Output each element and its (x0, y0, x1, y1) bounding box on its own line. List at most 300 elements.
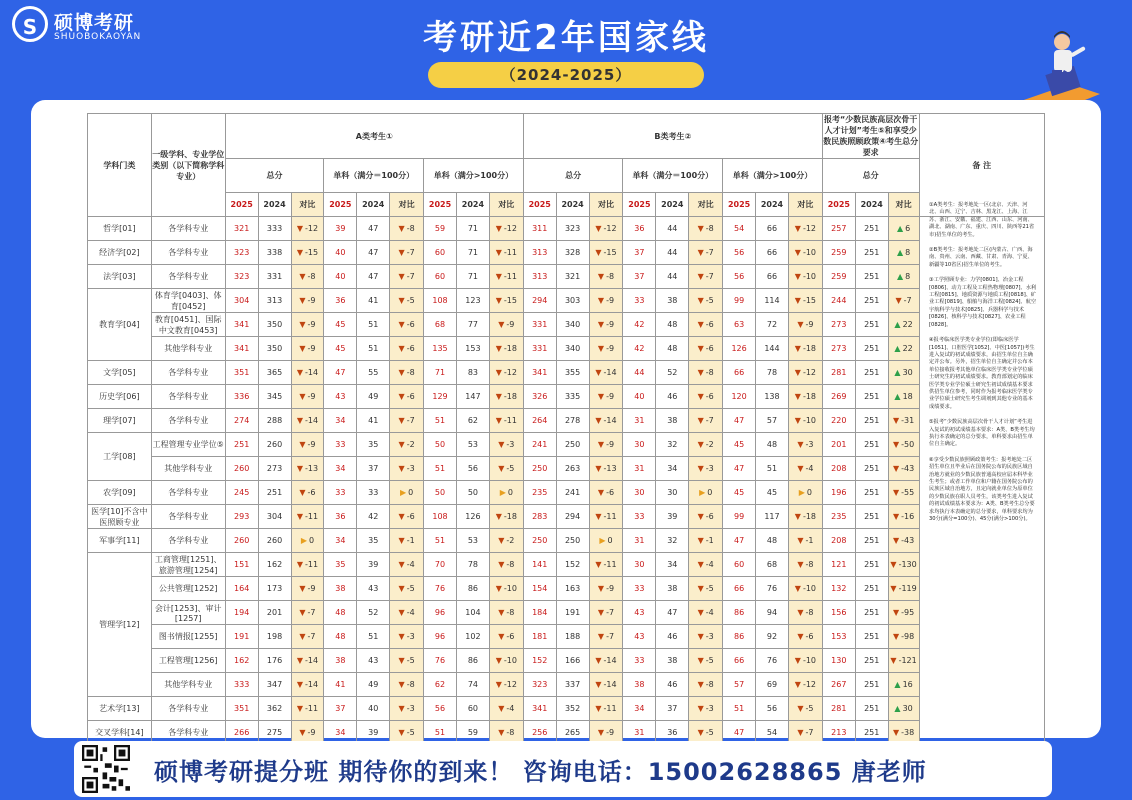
arrow-down-icon: ▼ (794, 680, 801, 689)
value-2024: 47 (656, 601, 689, 625)
value-2024: 78 (756, 361, 789, 385)
arrow-down-icon: ▼ (299, 632, 306, 641)
compare-value: -4 (406, 608, 415, 617)
value-2024: 251 (855, 721, 888, 745)
compare-cell (888, 289, 919, 313)
arrow-down-icon: ▼ (595, 680, 602, 689)
compare-cell (489, 697, 523, 721)
compare-value: -6 (406, 512, 415, 521)
arrow-down-icon: ▼ (498, 608, 505, 617)
compare-cell (689, 529, 723, 553)
compare-cell (489, 337, 523, 361)
value-2025: 132 (822, 577, 855, 601)
compare-value: -9 (307, 584, 316, 593)
discipline-cell: 各学科专业 (151, 721, 225, 745)
value-2025: 294 (523, 289, 556, 313)
compare-value: -6 (805, 632, 814, 641)
value-2024: 117 (756, 505, 789, 529)
value-2025: 34 (623, 697, 656, 721)
discipline-cell: 各学科专业 (151, 529, 225, 553)
discipline-cell: 体育学[0403]、体育[0452] (151, 289, 225, 313)
value-2025: 331 (523, 337, 556, 361)
arrow-down-icon: ▼ (697, 608, 704, 617)
value-2025: 76 (424, 577, 457, 601)
value-2024: 37 (357, 457, 390, 481)
compare-value: -121 (898, 656, 917, 665)
compare-cell (888, 241, 919, 265)
compare-value: -5 (506, 464, 515, 473)
arrow-down-icon: ▼ (597, 392, 605, 401)
compare-cell (390, 289, 424, 313)
compare-value: -10 (802, 248, 817, 257)
arrow-down-icon: ▼ (296, 704, 303, 713)
arrow-right-icon: ▶ (599, 536, 606, 545)
value-2024: 355 (556, 361, 589, 385)
value-2024: 38 (656, 409, 689, 433)
compare-value: -6 (606, 488, 615, 497)
compare-value: 8 (905, 272, 911, 281)
discipline-cell: 各学科专业 (151, 385, 225, 409)
value-2024: 251 (855, 217, 888, 241)
value-2025: 341 (225, 313, 258, 337)
compare-value: -5 (406, 728, 415, 737)
value-2024: 335 (556, 385, 589, 409)
compare-value: -6 (406, 320, 415, 329)
value-2024: 251 (855, 481, 888, 505)
value-2025: 333 (225, 673, 258, 697)
compare-value: -14 (304, 368, 319, 377)
compare-cell (390, 553, 424, 577)
compare-cell (489, 241, 523, 265)
category-cell: 艺术学[13] (88, 697, 152, 721)
arrow-down-icon: ▼ (794, 344, 801, 353)
compare-value: -3 (406, 704, 415, 713)
compare-value: -4 (705, 560, 714, 569)
year-2024-header: 2024 (357, 193, 390, 217)
arrow-down-icon: ▼ (398, 608, 405, 617)
value-2024: 191 (556, 601, 589, 625)
value-2025: 66 (723, 649, 756, 673)
year-2024-header: 2024 (456, 193, 489, 217)
arrow-down-icon: ▼ (892, 632, 900, 641)
compare-cell (888, 625, 919, 649)
compare-cell (689, 313, 723, 337)
value-2024: 38 (656, 289, 689, 313)
arrow-down-icon: ▼ (398, 680, 405, 689)
compare-cell (788, 625, 822, 649)
compare-cell (589, 553, 623, 577)
value-2025: 34 (324, 457, 357, 481)
compare-cell (589, 625, 623, 649)
value-2025: 30 (623, 481, 656, 505)
value-2024: 340 (556, 313, 589, 337)
compare-value: -38 (901, 728, 915, 737)
value-2025: 45 (324, 337, 357, 361)
compare-cell (788, 553, 822, 577)
discipline-cell: 各学科专业 (151, 481, 225, 505)
table-row (88, 265, 1045, 289)
value-2025: 273 (822, 313, 855, 337)
value-2025: 245 (225, 481, 258, 505)
compare-value: -10 (802, 584, 817, 593)
compare-cell (291, 505, 324, 529)
discipline-cell: 工程管理专业学位⑤ (151, 433, 225, 457)
value-2025: 40 (324, 241, 357, 265)
compare-value: -11 (603, 704, 617, 713)
compare-cell (689, 385, 723, 409)
value-2024: 166 (556, 649, 589, 673)
value-2024: 54 (756, 721, 789, 745)
value-2025: 256 (523, 721, 556, 745)
value-2024: 321 (556, 265, 589, 289)
value-2024: 162 (258, 553, 291, 577)
value-2024: 34 (656, 553, 689, 577)
arrow-down-icon: ▼ (597, 344, 605, 353)
value-2024: 47 (357, 265, 390, 289)
compare-value: -18 (802, 344, 817, 353)
compare-value: -7 (805, 728, 814, 737)
value-2025: 250 (523, 457, 556, 481)
arrow-down-icon: ▼ (299, 272, 306, 281)
value-2025: 126 (723, 337, 756, 361)
compare-value: -9 (307, 728, 316, 737)
compare-cell (589, 337, 623, 361)
arrow-up-icon: ▲ (894, 680, 901, 689)
value-2025: 68 (424, 313, 457, 337)
arrow-down-icon: ▼ (495, 344, 502, 353)
compare-cell (291, 457, 324, 481)
value-2025: 351 (225, 361, 258, 385)
compare-value: -9 (307, 344, 316, 353)
compare-value: -3 (705, 464, 714, 473)
table-row (88, 481, 1045, 505)
value-2024: 69 (756, 673, 789, 697)
compare-cell (788, 601, 822, 625)
arrow-down-icon: ▼ (398, 320, 405, 329)
value-2025: 260 (225, 529, 258, 553)
compare-cell (390, 265, 424, 289)
category-cell: 教育学[04] (88, 289, 152, 361)
value-2024: 251 (855, 529, 888, 553)
value-2025: 39 (324, 217, 357, 241)
value-2024: 94 (756, 601, 789, 625)
compare-value: -7 (406, 416, 415, 425)
compare-cell (291, 217, 324, 241)
compare-cell (788, 337, 822, 361)
arrow-down-icon: ▼ (495, 512, 502, 521)
compare-value: -5 (805, 704, 814, 713)
value-2024: 251 (855, 265, 888, 289)
value-2025: 164 (225, 577, 258, 601)
value-2024: 250 (556, 433, 589, 457)
value-2024: 176 (258, 649, 291, 673)
compare-cell (689, 649, 723, 673)
arrow-down-icon: ▼ (495, 248, 502, 257)
arrow-down-icon: ▼ (299, 584, 306, 593)
value-2024: 278 (556, 409, 589, 433)
value-2025: 44 (623, 361, 656, 385)
arrow-down-icon: ▼ (398, 656, 405, 665)
compare-value: -7 (705, 272, 714, 281)
footer-slogan: 硕博考研提分班 期待你的到来！ 咨询电话：15002628865 唐老师 (154, 758, 927, 786)
value-2024: 333 (258, 217, 291, 241)
compare-cell (689, 409, 723, 433)
compare-value: -6 (705, 320, 714, 329)
compare-value: -5 (705, 296, 714, 305)
arrow-down-icon: ▼ (697, 272, 704, 281)
arrow-down-icon: ▼ (498, 536, 505, 545)
value-2024: 147 (456, 385, 489, 409)
compare-cell (390, 457, 424, 481)
compare-cell (390, 577, 424, 601)
value-2025: 208 (822, 529, 855, 553)
arrow-up-icon: ▲ (896, 224, 904, 233)
value-2024: 250 (556, 529, 589, 553)
compare-value: -8 (705, 680, 714, 689)
compare-cell (788, 505, 822, 529)
value-2024: 152 (556, 553, 589, 577)
header-group-minority: 报考“少数民族高层次骨干人才计划”考生⑤和享受少数民族照顾政策④考生总分要求 (823, 115, 919, 157)
compare-cell (888, 505, 919, 529)
compare-value: -12 (503, 224, 517, 233)
arrow-down-icon: ▼ (498, 464, 505, 473)
year-2024-header: 2024 (556, 193, 589, 217)
value-2025: 31 (623, 529, 656, 553)
value-2025: 323 (225, 265, 258, 289)
compare-cell (689, 481, 723, 505)
compare-value: -6 (506, 632, 515, 641)
footer-banner (74, 741, 1052, 797)
value-2024: 251 (855, 337, 888, 361)
compare-cell (589, 673, 623, 697)
value-2025: 208 (822, 457, 855, 481)
arrow-down-icon: ▼ (597, 608, 605, 617)
arrow-down-icon: ▼ (597, 320, 605, 329)
value-2025: 220 (822, 409, 855, 433)
compare-value: -43 (901, 464, 915, 473)
compare-cell (291, 265, 324, 289)
compare-value: -4 (406, 560, 415, 569)
value-2025: 33 (324, 433, 357, 457)
arrow-down-icon: ▼ (697, 416, 704, 425)
value-2025: 351 (225, 697, 258, 721)
year-2024-header: 2024 (756, 193, 789, 217)
compare-cell (788, 433, 822, 457)
value-2024: 50 (456, 481, 489, 505)
compare-value: -8 (406, 680, 415, 689)
value-2024: 153 (456, 337, 489, 361)
table-row (88, 241, 1045, 265)
arrow-down-icon: ▼ (495, 272, 502, 281)
compare-cell (489, 649, 523, 673)
value-2024: 53 (456, 433, 489, 457)
compare-value: -9 (606, 344, 615, 353)
compare-cell (589, 649, 623, 673)
compare-value: -14 (304, 416, 319, 425)
arrow-down-icon: ▼ (892, 512, 900, 521)
compare-value: -11 (503, 248, 517, 257)
compare-cell (888, 457, 919, 481)
value-2025: 34 (324, 409, 357, 433)
value-2025: 38 (324, 577, 357, 601)
value-2024: 48 (756, 529, 789, 553)
compare-cell (390, 625, 424, 649)
discipline-cell: 教育[0451]、国际中文教育[0453] (151, 313, 225, 337)
arrow-down-icon: ▼ (797, 440, 804, 449)
value-2025: 86 (723, 601, 756, 625)
value-2024: 56 (456, 457, 489, 481)
value-2025: 244 (822, 289, 855, 313)
value-2024: 52 (357, 601, 390, 625)
value-2024: 71 (456, 265, 489, 289)
arrow-down-icon: ▼ (697, 512, 704, 521)
value-2025: 323 (523, 673, 556, 697)
compare-cell (788, 313, 822, 337)
value-2024: 138 (756, 385, 789, 409)
page-title: 考研近2年国家线 (423, 18, 709, 58)
arrow-down-icon: ▼ (495, 416, 502, 425)
compare-cell (390, 361, 424, 385)
value-2024: 198 (258, 625, 291, 649)
compare-cell (390, 673, 424, 697)
value-2024: 39 (656, 505, 689, 529)
compare-value: -7 (705, 416, 714, 425)
value-2024: 44 (656, 241, 689, 265)
arrow-down-icon: ▼ (398, 464, 405, 473)
compare-value: -18 (802, 512, 817, 521)
value-2025: 259 (822, 265, 855, 289)
value-2024: 251 (855, 577, 888, 601)
value-2024: 66 (756, 241, 789, 265)
table-row (88, 457, 1045, 481)
arrow-down-icon: ▼ (797, 560, 804, 569)
discipline-cell: 工程管理[1256] (151, 649, 225, 673)
arrow-down-icon: ▼ (892, 416, 900, 425)
value-2024: 43 (357, 649, 390, 673)
compare-value: -14 (603, 680, 617, 689)
arrow-down-icon: ▼ (794, 584, 801, 593)
value-2025: 66 (723, 577, 756, 601)
value-2024: 163 (556, 577, 589, 601)
compare-value: -9 (606, 392, 615, 401)
compare-cell (589, 505, 623, 529)
table-row (88, 385, 1045, 409)
compare-value: -6 (406, 344, 415, 353)
arrow-down-icon: ▼ (299, 488, 306, 497)
compare-cell (589, 457, 623, 481)
compare-value: -12 (603, 224, 617, 233)
compare-cell (589, 433, 623, 457)
compare-cell (888, 337, 919, 361)
compare-value: -6 (406, 392, 415, 401)
compare-value: -6 (705, 344, 714, 353)
compare-header: 对比 (589, 193, 623, 217)
compare-cell (689, 337, 723, 361)
compare-cell (788, 529, 822, 553)
arrow-down-icon: ▼ (794, 416, 801, 425)
value-2025: 51 (723, 697, 756, 721)
value-2025: 33 (623, 577, 656, 601)
year-2025-header: 2025 (424, 193, 457, 217)
value-2025: 311 (523, 217, 556, 241)
compare-value: -8 (805, 608, 814, 617)
compare-cell (291, 697, 324, 721)
compare-value: -14 (603, 656, 617, 665)
value-2024: 51 (357, 625, 390, 649)
value-2025: 251 (225, 433, 258, 457)
value-2024: 48 (656, 313, 689, 337)
value-2025: 86 (723, 625, 756, 649)
value-2024: 34 (656, 457, 689, 481)
value-2024: 323 (556, 217, 589, 241)
compare-value: -9 (606, 296, 615, 305)
note-item: ⑥享受少数民族照顾政策考生：报考地处二区招生单位且毕业后在国务院公布的民族区域自治地方就业的少数民族普通高校应届本科毕业生考生；或者工作单位和户籍在国务院公布的民族区域自治地方，且定向就业单位为原单位的少数民族在职人员考生，该类考生进入复试的初试成绩基本要求为：A类、B类考生总分要求均执行本表确定的总分要求，单科要求均为30分(满分=100分)、45分(满分>100分)。 (929, 456, 1035, 523)
discipline-cell: 各学科专业 (151, 505, 225, 529)
arrow-down-icon: ▼ (398, 392, 405, 401)
compare-value: -31 (901, 416, 915, 425)
note-item: ②B类考生：报考地处二区(内蒙古、广西、海南、贵州、云南、西藏、甘肃、青海、宁夏、新疆等10省区)招生单位的考生。 (929, 247, 1033, 268)
value-2024: 352 (556, 697, 589, 721)
arrow-down-icon: ▼ (398, 248, 405, 257)
arrow-down-icon: ▼ (794, 248, 801, 257)
arrow-down-icon: ▼ (398, 584, 405, 593)
value-2025: 152 (523, 649, 556, 673)
compare-value: -130 (898, 560, 917, 569)
compare-cell (788, 697, 822, 721)
value-2025: 313 (523, 265, 556, 289)
compare-cell (888, 217, 919, 241)
arrow-down-icon: ▼ (498, 440, 505, 449)
content-panel (31, 100, 1101, 738)
arrow-down-icon: ▼ (892, 464, 900, 473)
compare-value: -9 (307, 440, 316, 449)
arrow-down-icon: ▼ (296, 560, 303, 569)
compare-value: -8 (606, 272, 615, 281)
compare-cell (291, 649, 324, 673)
value-2025: 40 (324, 265, 357, 289)
compare-cell (888, 433, 919, 457)
value-2024: 43 (357, 577, 390, 601)
compare-value: -5 (705, 656, 714, 665)
category-cell: 法学[03] (88, 265, 152, 289)
value-2025: 43 (623, 625, 656, 649)
arrow-down-icon: ▼ (498, 632, 505, 641)
value-2024: 275 (258, 721, 291, 745)
compare-value: -14 (304, 656, 319, 665)
value-2024: 76 (756, 577, 789, 601)
value-2024: 32 (656, 529, 689, 553)
value-2024: 39 (357, 721, 390, 745)
compare-header: 对比 (291, 193, 324, 217)
value-2025: 54 (723, 217, 756, 241)
value-2025: 47 (723, 529, 756, 553)
category-cell: 文学[05] (88, 361, 152, 385)
value-2025: 121 (822, 553, 855, 577)
compare-value: -10 (503, 656, 517, 665)
value-2024: 56 (756, 697, 789, 721)
table-row (88, 625, 1045, 649)
compare-cell (390, 505, 424, 529)
compare-cell (489, 409, 523, 433)
compare-cell (489, 577, 523, 601)
arrow-down-icon: ▼ (398, 272, 405, 281)
arrow-down-icon: ▼ (597, 272, 605, 281)
category-cell: 工学[08] (88, 433, 152, 481)
value-2025: 201 (822, 433, 855, 457)
arrow-down-icon: ▼ (595, 368, 602, 377)
table-row (88, 697, 1045, 721)
arrow-down-icon: ▼ (398, 368, 405, 377)
